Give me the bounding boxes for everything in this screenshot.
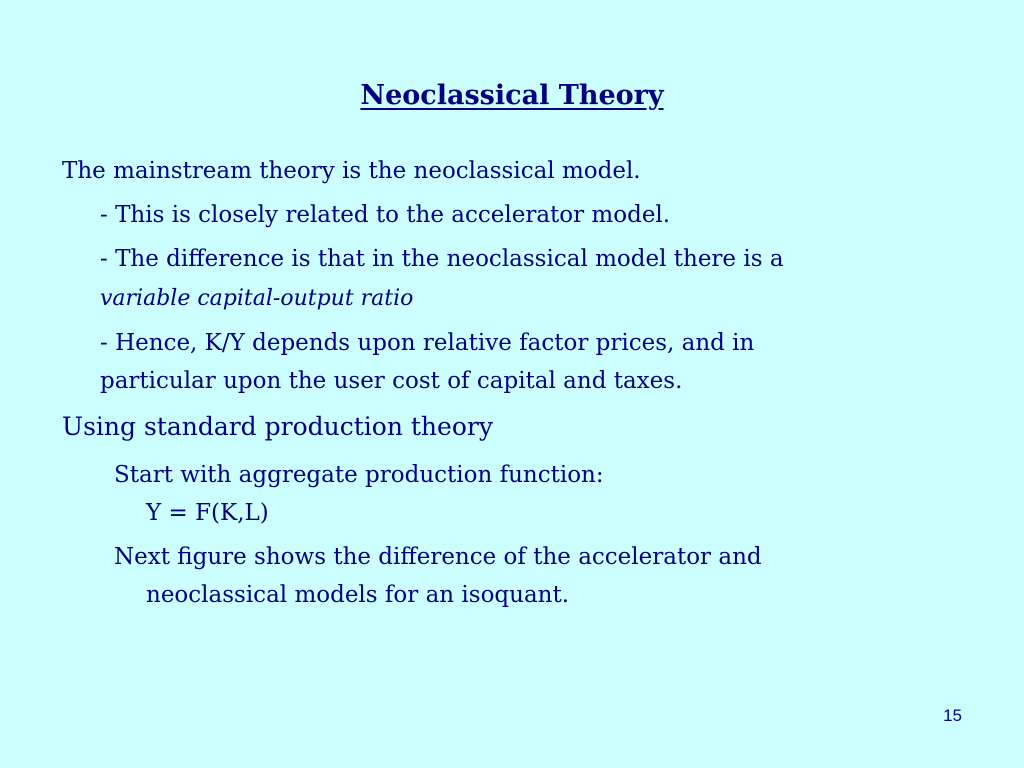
slide-title: Neoclassical Theory (360, 80, 664, 111)
page-number: 15 (943, 706, 962, 725)
figure-note-cont: neoclassical models for an isoquant. (146, 582, 570, 608)
sub-point-2-italic: variable capital-output ratio (100, 286, 414, 311)
intro-line: The mainstream theory is the neoclassical model. (62, 158, 641, 184)
heading-production-theory: Using standard production theory (62, 412, 493, 441)
figure-note: Next figure shows the difference of the accelerator and (114, 544, 762, 570)
production-line: Start with aggregate production function: (114, 462, 604, 488)
production-formula: Y = F(K,L) (146, 500, 269, 526)
sub-point-2: - The difference is that in the neoclassical model there is a (100, 246, 784, 272)
sub-point-1: - This is closely related to the accelerator model. (100, 202, 671, 228)
sub-point-3: - Hence, K/Y depends upon relative factor prices, and in (100, 330, 755, 356)
sub-point-3-cont: particular upon the user cost of capital and taxes. (100, 368, 683, 394)
